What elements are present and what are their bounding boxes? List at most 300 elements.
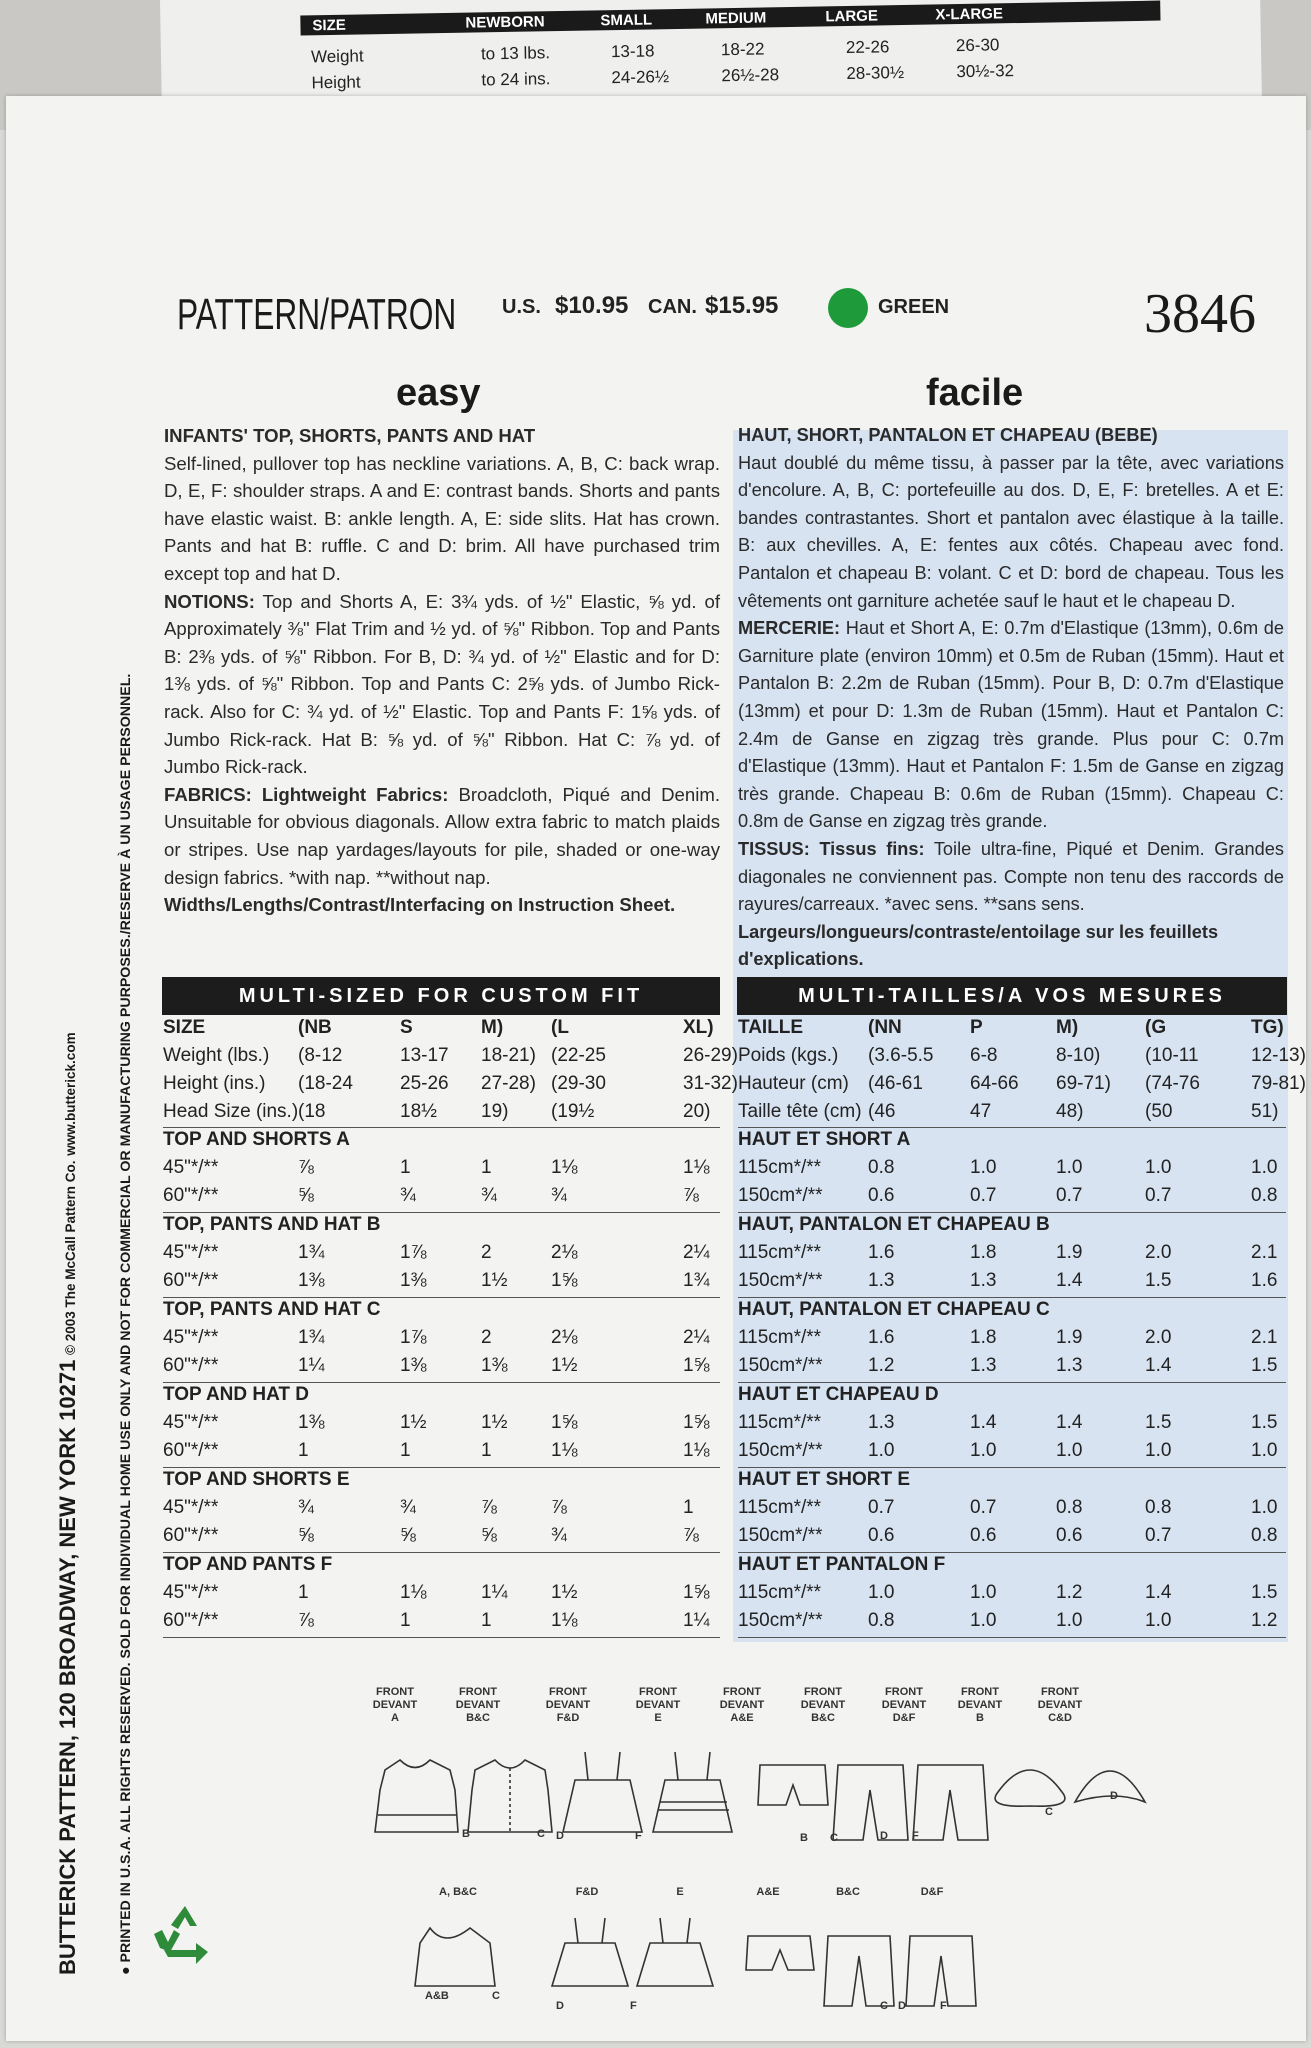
table-cell: 115cm*/** (738, 1497, 822, 1518)
view-letter: D (1110, 1790, 1118, 1802)
back-view-label: B&C (836, 1886, 860, 1898)
table-cell: 1.0 (970, 1157, 997, 1178)
table-cell: 1.5 (1251, 1355, 1278, 1376)
size-cell: 26½-28 (721, 65, 780, 86)
english-table-bar: MULTI-SIZED FOR CUSTOM FIT (162, 977, 720, 1015)
table-row (738, 1582, 1286, 1608)
table-cell: 1⅝ (683, 1355, 710, 1376)
french-title: HAUT, SHORT, PANTALON ET CHAPEAU (BEBE) (738, 425, 1158, 445)
table-cell: XL) (683, 1017, 714, 1038)
table-row (163, 1497, 720, 1523)
section-title: HAUT ET SHORT E (738, 1469, 911, 1490)
tissus-label: TISSUS: (738, 838, 810, 859)
table-cell: 1 (400, 1157, 411, 1178)
table-cell: 115cm*/** (738, 1412, 822, 1433)
size-cell: 24-26½ (611, 67, 670, 88)
table-cell: (18-24 (298, 1073, 353, 1094)
table-cell: 0.6 (868, 1525, 895, 1546)
section-title: TOP AND PANTS F (163, 1554, 333, 1575)
table-row (738, 1610, 1286, 1636)
table-cell: 1.3 (970, 1355, 997, 1376)
table-row (163, 1355, 720, 1381)
table-cell: 1⅛ (551, 1440, 578, 1461)
table-cell: 1.9 (1056, 1327, 1083, 1348)
table-cell: 51) (1251, 1101, 1279, 1122)
table-cell: 2¼ (683, 1242, 710, 1263)
size-cell: Height (311, 72, 361, 93)
table-cell: 12-13) (1251, 1045, 1306, 1066)
table-cell: Head Size (ins.) (163, 1101, 299, 1122)
table-cell: 26-29) (683, 1045, 738, 1066)
table-cell: (L (551, 1017, 569, 1038)
table-cell: 1⅝ (683, 1582, 710, 1603)
size-cell: 30½-32 (956, 61, 1015, 82)
table-rule (738, 1127, 1286, 1128)
table-cell: 1⅜ (400, 1355, 427, 1376)
page-title: PATTERN/PATRON (177, 290, 457, 339)
table-rule (163, 1637, 720, 1638)
table-cell: 1.0 (1251, 1440, 1278, 1461)
front-view-label: FRONT DEVANT E (635, 1686, 681, 1724)
size-header: X-LARGE (935, 5, 1004, 24)
table-cell: 1⅝ (683, 1412, 710, 1433)
table-cell: 150cm*/** (738, 1440, 823, 1461)
table-cell: 1⅛ (551, 1610, 578, 1631)
size-cell: 18-22 (720, 39, 765, 60)
table-section-title (738, 1214, 1286, 1240)
table-cell: 45"*/** (163, 1327, 219, 1348)
section-title: HAUT ET PANTALON F (738, 1554, 946, 1575)
table-cell: 79-81) (1251, 1073, 1306, 1094)
table-cell: 1.2 (868, 1355, 895, 1376)
table-rule (163, 1467, 720, 1468)
size-cell: to 13 lbs. (480, 43, 551, 64)
back-view-illustrations (410, 1908, 990, 2018)
table-cell: 1 (400, 1440, 411, 1461)
table-cell: 1⅜ (298, 1270, 325, 1291)
table-cell: 1 (298, 1582, 309, 1603)
section-title: HAUT, PANTALON ET CHAPEAU C (738, 1299, 1050, 1320)
pants-bc-sketch (833, 1765, 908, 1840)
table-cell: 69-71) (1056, 1073, 1111, 1094)
table-cell: 20) (683, 1101, 711, 1122)
table-cell: ¾ (298, 1497, 314, 1518)
table-cell: 60"*/** (163, 1270, 219, 1291)
table-cell: (46 (868, 1101, 896, 1122)
table-cell: 0.7 (1145, 1525, 1172, 1546)
table-cell: 1.4 (970, 1412, 997, 1433)
table-cell: SIZE (163, 1017, 206, 1038)
table-row (163, 1525, 720, 1551)
front-view-label: FRONT DEVANT B&C (455, 1686, 501, 1724)
english-description (164, 422, 720, 919)
front-view-label: FRONT DEVANT F&D (545, 1686, 591, 1724)
table-cell: 1.6 (868, 1327, 895, 1348)
table-cell: 0.8 (868, 1610, 895, 1631)
table-cell: 1.3 (868, 1412, 895, 1433)
table-cell: 150cm*/** (738, 1610, 823, 1631)
table-section-title (738, 1469, 1286, 1495)
table-cell: 45"*/** (163, 1412, 219, 1433)
english-footer: Widths/Lengths/Contrast/Interfacing on Instruction Sheet. (164, 894, 676, 916)
tissus-text: Toile ultra-fine, Piqué et Denim. Grandes diagonales ne conviennent pas. Compte non tenu des raccords de rayures/carreaux. *avec sens. **sans sens. (738, 838, 1284, 915)
table-cell: 1⅛ (551, 1157, 578, 1178)
table-cell: 45"*/** (163, 1157, 219, 1178)
view-letter: C (537, 1828, 545, 1840)
table-cell: Taille tête (cm) (738, 1101, 862, 1122)
fabrics-text: Broadcloth, Piqué and Denim. Unsuitable for obvious diagonals. Allow extra fabric to match plaids or stripes. Use nap yardages/layouts for pile, shaded or one-way design fabrics. *with nap. **without nap. (164, 783, 720, 888)
table-row (163, 1412, 720, 1438)
table-cell: 1.0 (1145, 1157, 1172, 1178)
table-section-title (163, 1384, 720, 1410)
notions-label: NOTIONS: (164, 590, 255, 612)
table-row (163, 1610, 720, 1636)
table-row (738, 1185, 1286, 1211)
table-cell: S (400, 1017, 413, 1038)
table-cell: 31-32) (683, 1073, 738, 1094)
table-cell: 1.5 (1251, 1412, 1278, 1433)
table-row (738, 1355, 1286, 1381)
back-view-label: D&F (920, 1886, 944, 1898)
table-cell: (3.6-5.5 (868, 1045, 934, 1066)
back-view-label: A&E (756, 1886, 780, 1898)
table-cell: 1.0 (1056, 1440, 1083, 1461)
size-header: SMALL (600, 11, 653, 30)
table-cell: 150cm*/** (738, 1185, 823, 1206)
table-cell: 1 (481, 1610, 492, 1631)
view-letter: F (912, 1830, 919, 1842)
table-cell: 0.7 (868, 1497, 895, 1518)
table-cell: 1.0 (970, 1440, 997, 1461)
view-letter: F (630, 2000, 637, 2012)
table-row (163, 1101, 720, 1127)
size-cell: to 24 ins. (481, 69, 551, 90)
size-header: MEDIUM (705, 9, 767, 28)
fabrics-sub: Lightweight Fabrics: (261, 783, 449, 805)
table-cell: 1¾ (298, 1242, 325, 1263)
section-title: HAUT ET SHORT A (738, 1129, 911, 1150)
english-title: INFANTS' TOP, SHORTS, PANTS AND HAT (164, 425, 536, 446)
size-header: LARGE (825, 7, 879, 26)
table-cell: 0.7 (1056, 1185, 1083, 1206)
table-cell: 150cm*/** (738, 1270, 823, 1291)
table-cell: 1 (481, 1157, 492, 1178)
table-cell: ¾ (551, 1185, 567, 1206)
section-title: TOP AND SHORTS E (163, 1469, 350, 1490)
size-chart-header-bar (300, 1, 1160, 36)
front-view-label: FRONT DEVANT B&C (800, 1686, 846, 1724)
table-rule (163, 1552, 720, 1553)
english-desc-text: Self-lined, pullover top has neckline variations. A, B, C: back wrap. D, E, F: shoulder straps. A and E: contrast bands. Shorts and pants have elastic waist. B: ankle length. A, E: side slits. Hat has crown. Pants and hat B: ruffle. C and D: brim. All have purchased trim except top and hat D. (164, 452, 720, 584)
french-footer: Largeurs/longueurs/contraste/entoilage sur les feuillets d'explications. (738, 921, 1219, 970)
table-cell: TG) (1251, 1017, 1284, 1038)
pants-df-sketch (913, 1765, 988, 1840)
table-cell: 1.2 (1056, 1582, 1083, 1603)
table-row (163, 1242, 720, 1268)
table-cell: ⅞ (683, 1525, 699, 1546)
table-cell: 1.5 (1145, 1412, 1172, 1433)
table-rule (163, 1127, 720, 1128)
table-cell: 1 (481, 1440, 492, 1461)
table-cell: 0.6 (1056, 1525, 1083, 1546)
table-rule (163, 1212, 720, 1213)
table-cell: 150cm*/** (738, 1355, 823, 1376)
front-view-label: FRONT DEVANT C&D (1037, 1686, 1083, 1724)
table-cell: 2¼ (683, 1327, 710, 1348)
us-label: U.S. (502, 296, 541, 318)
view-letter: F (635, 1830, 642, 1842)
table-cell: 60"*/** (163, 1185, 219, 1206)
french-heading: facile (926, 372, 1024, 414)
back-pants-bc-sketch (824, 1936, 894, 2006)
table-cell: 0.6 (970, 1525, 997, 1546)
table-cell: 1.0 (1056, 1157, 1083, 1178)
table-cell: (8-12 (298, 1045, 343, 1066)
table-cell: 1.6 (868, 1242, 895, 1263)
table-cell: (18 (298, 1101, 326, 1122)
table-cell: 1.0 (970, 1582, 997, 1603)
table-cell: 0.7 (1145, 1185, 1172, 1206)
section-title: TOP AND SHORTS A (163, 1129, 350, 1150)
table-cell: 1⅝ (551, 1412, 578, 1433)
table-cell: 0.7 (970, 1185, 997, 1206)
table-cell: 1.9 (1056, 1242, 1083, 1263)
table-cell: (NN (868, 1017, 902, 1038)
table-cell: 1⅛ (400, 1582, 427, 1603)
table-cell: ¾ (400, 1497, 416, 1518)
size-cell: 28-30½ (846, 63, 905, 84)
table-cell: 0.8 (1145, 1497, 1172, 1518)
table-row (738, 1157, 1286, 1183)
section-title: HAUT, PANTALON ET CHAPEAU B (738, 1214, 1050, 1235)
table-cell: 115cm*/** (738, 1582, 822, 1603)
table-rule (738, 1297, 1286, 1298)
back-e-sketch (637, 1918, 713, 1986)
table-cell: 6-8 (970, 1045, 998, 1066)
table-cell: (NB (298, 1017, 332, 1038)
table-cell: 115cm*/** (738, 1242, 822, 1263)
view-letter: F (940, 2000, 947, 2012)
table-row (163, 1185, 720, 1211)
table-cell: 60"*/** (163, 1355, 219, 1376)
table-cell: 45"*/** (163, 1242, 219, 1263)
view-letter: C (492, 1990, 500, 2002)
table-cell: 64-66 (970, 1073, 1019, 1094)
view-letter: C (1045, 1806, 1053, 1818)
table-cell: 18½ (400, 1101, 437, 1122)
table-cell: (50 (1145, 1101, 1173, 1122)
table-cell: ⅞ (481, 1497, 497, 1518)
table-cell: 150cm*/** (738, 1525, 823, 1546)
table-cell: 1¼ (298, 1355, 325, 1376)
table-cell: 1.4 (1145, 1355, 1172, 1376)
table-cell: 8-10) (1056, 1045, 1101, 1066)
table-cell: 1⅞ (400, 1242, 427, 1263)
table-cell: 1⅞ (400, 1327, 427, 1348)
section-title: TOP, PANTS AND HAT C (163, 1299, 381, 1320)
french-description (738, 422, 1284, 974)
front-view-label: FRONT DEVANT A&E (719, 1686, 765, 1724)
table-cell: ⅝ (400, 1525, 416, 1546)
table-row (163, 1045, 738, 1071)
table-cell: 1½ (481, 1412, 508, 1433)
view-letter: D (880, 1830, 888, 1842)
table-cell: 2.1 (1251, 1242, 1278, 1263)
table-cell: 1.8 (970, 1327, 997, 1348)
table-rule (163, 1382, 720, 1383)
size-header: NEWBORN (465, 13, 545, 32)
table-cell: Height (ins.) (163, 1073, 266, 1094)
table-rule (738, 1212, 1286, 1213)
table-cell: ⅞ (298, 1610, 314, 1631)
table-cell: 1⅛ (683, 1157, 710, 1178)
table-row (163, 1157, 720, 1183)
table-section-title (738, 1129, 1286, 1155)
table-cell: 1.0 (1056, 1610, 1083, 1631)
table-section-title (163, 1469, 720, 1495)
table-row (738, 1440, 1286, 1466)
back-shorts-sketch (746, 1936, 814, 1970)
table-cell: 27-28) (481, 1073, 536, 1094)
pattern-number: 3846 (1144, 283, 1256, 345)
size-cell: 22-26 (845, 37, 890, 58)
can-label: CAN. (648, 296, 697, 318)
table-cell: 1¼ (481, 1582, 508, 1603)
size-cell: 13-18 (610, 41, 655, 62)
notions-text: Top and Shorts A, E: 3¾ yds. of ½" Elastic, ⅝ yd. of Approximately ⅜" Flat Trim and ½ yd. of ⅝" Ribbon. Top and Pants B: 2⅜ yds. of ⅝" Ribbon. For B, D: ¾ yd. of ½" Elastic and for D: 1⅜ yds. of ⅝" Ribbon. Top and Pants C: 2⅝ yds. of Jumbo Rick-rack. Also for C: ¾ yd. of ½" Elastic. Top and Pants F: 1⅝ yds. of Jumbo Rick-rack. Hat B: ⅝ yd. of ⅝" Ribbon. Hat C: ⅞ yd. of Jumbo Rick-rack. (164, 590, 720, 778)
table-cell: ⅝ (298, 1525, 314, 1546)
back-pants-df-sketch (906, 1936, 976, 2006)
table-cell: Weight (lbs.) (163, 1045, 270, 1066)
us-price: $10.95 (555, 292, 629, 319)
table-cell: (10-11 (1145, 1045, 1199, 1066)
table-row (738, 1525, 1286, 1551)
table-cell: 19) (481, 1101, 509, 1122)
table-section-title (163, 1129, 720, 1155)
website: www.butterick.com (63, 1032, 78, 1156)
table-cell: 1½ (551, 1355, 578, 1376)
back-view-label: F&D (575, 1886, 599, 1898)
table-section-title (163, 1554, 720, 1580)
table-cell: 1.0 (868, 1582, 895, 1603)
table-cell: 45"*/** (163, 1582, 219, 1603)
table-cell: ¾ (481, 1185, 497, 1206)
section-title: TOP, PANTS AND HAT B (163, 1214, 381, 1235)
table-cell: ⅞ (551, 1497, 567, 1518)
table-row (738, 1045, 1306, 1071)
table-rule (738, 1382, 1286, 1383)
view-letter: C (880, 2000, 888, 2012)
table-cell: 25-26 (400, 1073, 449, 1094)
table-cell: 115cm*/** (738, 1327, 822, 1348)
table-row (163, 1327, 720, 1353)
color-dot (828, 288, 868, 328)
table-row (738, 1242, 1286, 1268)
table-cell: 2 (481, 1327, 492, 1348)
front-view-label: FRONT DEVANT A (372, 1686, 418, 1724)
rights-line: ● PRINTED IN U.S.A. ALL RIGHTS RESERVED. SOLD FOR INDIVIDUAL HOME USE ONLY AND NOT FOR COMMERCIAL OR MANUFACTURING PURPOSES./RESERVE À UN USAGE PERSONNEL. (118, 673, 134, 1975)
table-cell: 2 (481, 1242, 492, 1263)
table-cell: 0.6 (868, 1185, 895, 1206)
back-view-label: E (676, 1886, 684, 1898)
table-cell: 2⅛ (551, 1242, 578, 1263)
table-cell: 1.0 (1251, 1497, 1278, 1518)
table-cell: M) (1056, 1017, 1079, 1038)
view-letter: B (800, 1832, 808, 1844)
table-cell: 60"*/** (163, 1525, 219, 1546)
table-cell: 1.0 (1145, 1610, 1172, 1631)
section-title: TOP AND HAT D (163, 1384, 310, 1405)
table-cell: 1.0 (970, 1610, 997, 1631)
english-heading: easy (396, 372, 481, 414)
table-row (738, 1497, 1286, 1523)
size-cell: 26-30 (955, 35, 1000, 56)
table-cell: TAILLE (738, 1017, 804, 1038)
front-view-illustrations (370, 1740, 1150, 1860)
table-cell: 1⅜ (400, 1270, 427, 1291)
table-cell: (46-61 (868, 1073, 923, 1094)
table-cell: 18-21) (481, 1045, 536, 1066)
table-cell: (G (1145, 1017, 1167, 1038)
hat-cd-sketch (1075, 1771, 1145, 1802)
table-cell: 1.0 (868, 1440, 895, 1461)
top-e-sketch (653, 1752, 732, 1832)
table-cell: M) (481, 1017, 504, 1038)
table-cell: 1¾ (683, 1270, 710, 1291)
table-cell: ¾ (551, 1525, 567, 1546)
table-row (163, 1017, 720, 1043)
table-row (738, 1017, 1286, 1043)
table-cell: Poids (kgs.) (738, 1045, 839, 1066)
table-cell: 1⅝ (551, 1270, 578, 1291)
copyright: © 2003 The McCall Pattern Co. (63, 1160, 78, 1355)
front-view-label: FRONT DEVANT D&F (881, 1686, 927, 1724)
mercerie-text: Haut et Short A, E: 0.7m d'Elastique (13mm), 0.6m de Garniture plate (environ 10mm) et 0.5m de Ruban (15mm). Haut et Pantalon B: 2.2m de Ruban (15mm). Pour B, D: 0.7m d'Elastique (13mm) et pour D: 1.3m de Ruban (15mm). Haut et Pantalon C: 2.4m de Ganse en zigzag très grande. Plus pour C: 0.7m d'Elastique (13mm). Haut et Pantalon F: 1.5m de Ganse en zigzag très grande. Chapeau B: 0.6m de Ruban (15mm). Chapeau C: 0.8m de Ganse en zigzag très grande. (738, 618, 1284, 832)
table-cell: 1⅛ (683, 1440, 710, 1461)
table-cell: 1⅜ (481, 1355, 508, 1376)
view-letter: D (898, 2000, 906, 2012)
side-imprint (55, 1032, 81, 1975)
table-row (738, 1073, 1306, 1099)
view-letter: B (462, 1828, 470, 1840)
view-letter: D (556, 2000, 564, 2012)
table-cell: 0.8 (1251, 1185, 1278, 1206)
back-abc-sketch (415, 1928, 495, 1986)
table-cell: 1¼ (683, 1610, 710, 1631)
table-row (163, 1582, 720, 1608)
table-cell: 1.0 (1251, 1157, 1278, 1178)
shorts-ae-sketch (758, 1765, 828, 1805)
table-cell: 0.8 (868, 1157, 895, 1178)
table-row (738, 1101, 1286, 1127)
table-cell: 1¾ (298, 1327, 325, 1348)
table-cell: 115cm*/** (738, 1157, 822, 1178)
table-cell: 60"*/** (163, 1440, 219, 1461)
table-cell: 45"*/** (163, 1497, 219, 1518)
table-cell: (22-25 (551, 1045, 606, 1066)
section-title: HAUT ET CHAPEAU D (738, 1384, 939, 1405)
table-row (738, 1412, 1286, 1438)
back-view-label: A, B&C (439, 1886, 477, 1898)
table-cell: (29-30 (551, 1073, 606, 1094)
size-cell: Weight (310, 46, 364, 67)
table-row (738, 1327, 1286, 1353)
view-letter: A&B (425, 1990, 449, 2002)
top-fd-sketch (563, 1752, 642, 1832)
recycle-icon (150, 1900, 220, 1970)
table-cell: 60"*/** (163, 1610, 219, 1631)
fabrics-label: FABRICS: (164, 783, 252, 805)
